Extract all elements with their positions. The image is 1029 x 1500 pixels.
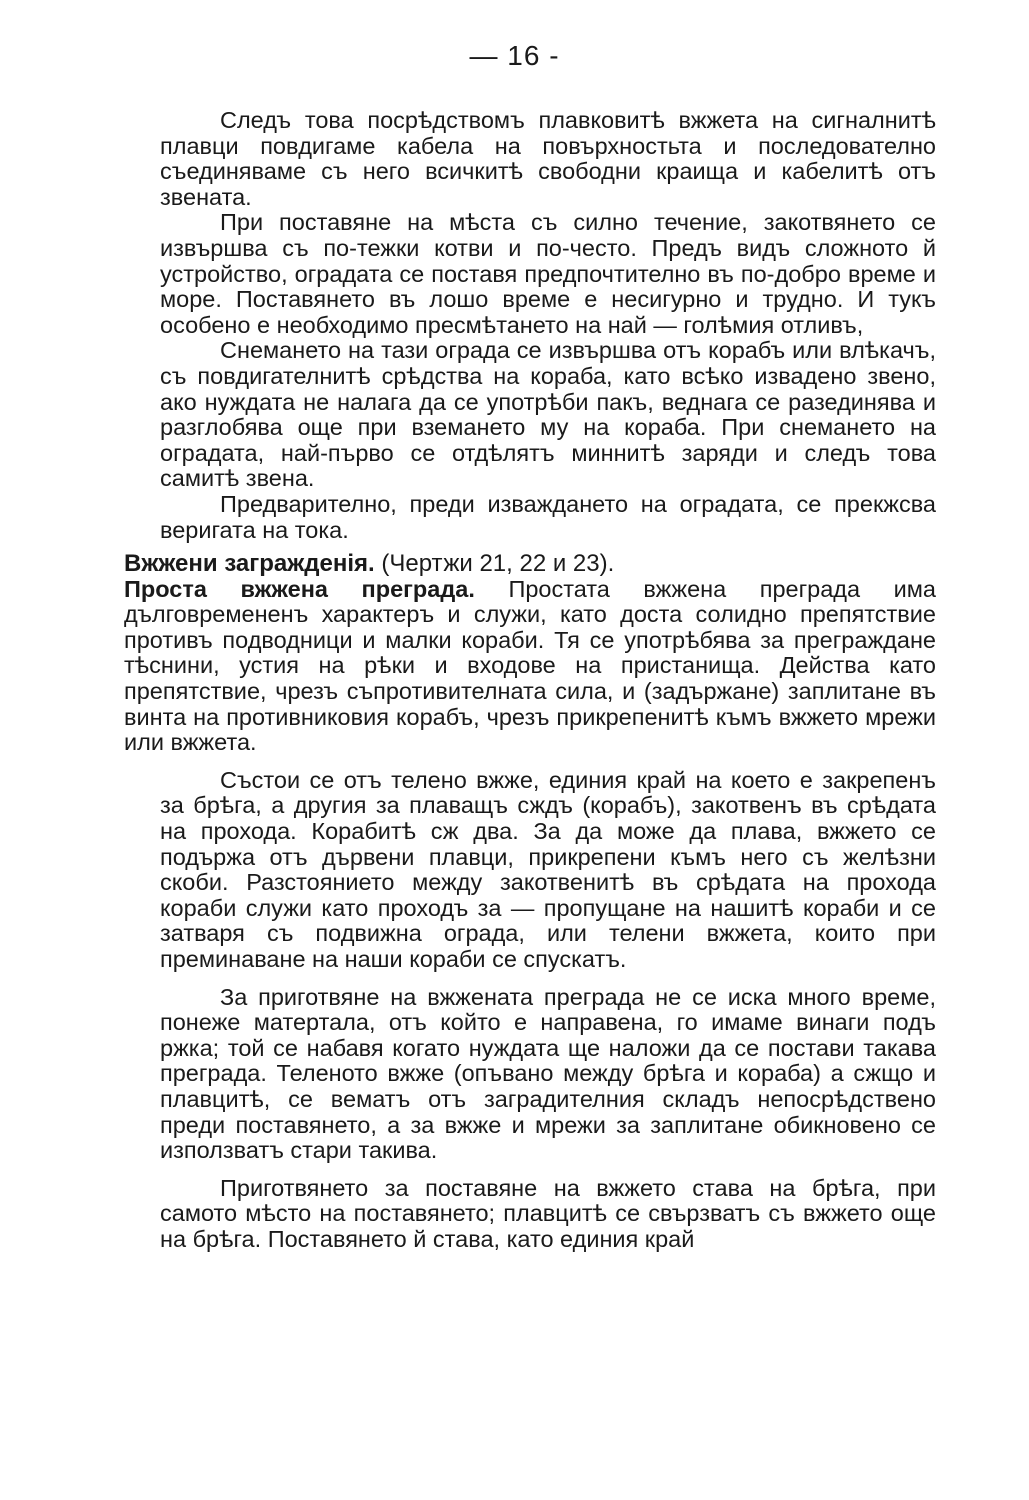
paragraph-preparation: За приготвяне на вжжената преграда не се иска много време, понеже матертала, отъ който е направена, го имаме винаги подъ ржка; той се набавя когато нуждата ще наложи да се постави такава преграда. Теленото вжже (опъвано между брѣга и кораба) а сжщо и плавцитѣ, се вематъ отъ заградителния складъ непосрѣдствено преди поставянето, а за вжже и мрежи за заплитане обикновено се използватъ стари такива. [160, 983, 936, 1164]
section-heading [124, 551, 936, 577]
text-body [124, 107, 936, 1253]
paragraph-removal: Снемането на тази ограда се извършва отъ корабъ или влѣкачъ, съ повдигателнитѣ срѣдства на кораба, като всѣко извадено звено, ако нуждата не налага да се употрѣби пакъ, веднага се разединява и разглобява още при вземането му на кораба. При снемането на оградата, най-първо се отдѣлятъ миннитѣ заряди и следъ това самитѣ звена. [160, 337, 936, 492]
subsection-text: Простата вжжена преграда има дълговремененъ характеръ и служи, като доста солидно препятствие противъ подводници и малки кораби. Тя се употрѣбява за преграждане тѣснини, устия на рѣки и входове на пристанища. Действа като препятствие, чрезъ съпротивителната сила, и (задържане) заплитане въ винта на противниковия корабъ, чрезъ прикрепенитѣ къмъ вжжето мрежи или вжжета. [124, 575, 936, 756]
paragraph-strong-current: При поставяне на мѣста съ силно течение, закотвянето се извършва съ по-тежки котви и по-често. Предъ видъ сложното й устройство, оградата се поставя предпочтително въ по-добро време и море. Поставянето въ лошо време е несигурно и трудно. И тукъ особено е необходимо пресмѣтането на най — голѣмия отливъ, [160, 209, 936, 338]
section-heading-title: Вжжени загражденія. [124, 550, 375, 578]
section-heading-reference: (Чертжи 21, 22 и 23). [374, 550, 615, 578]
paragraph-cut-circuit: Предварително, преди изваждането на оградата, се прекжсва веригата на тока. [160, 490, 936, 543]
page-number: — 16 - [469, 40, 560, 71]
paragraph-composition: Състои се отъ телено вжже, единия край на което е закрепенъ за брѣга, а другия за плаващъ сждъ (корабъ), закотвенъ въ срѣдата на прохода. Корабитѣ сж два. За да може да плава, вжжето се подържа отъ дървени плавци, прикрепени къмъ него съ желѣзни скоби. Разстоянието между закотвенитѣ въ срѣдата на прохода кораби служи като проходъ за — пропущане на нашитѣ кораби и се затваря съ подвижна ограда, или телени вжжета, които при преминаване на наши кораби се спускатъ. [160, 766, 936, 972]
paragraph-cable-connection: Следъ това посрѣдствомъ плавковитѣ вжжета на сигналнитѣ плавци повдигаме кабела на повърхностьта и последователно съединяваме съ него всичкитѣ свободни краища и кабелитѣ отъ звената. [160, 107, 936, 210]
subsection-title: Проста вжжена преграда. [124, 575, 475, 602]
paragraph-simple-barrier [124, 577, 936, 756]
paragraph-shore-setup: Приготвянето за поставяне на вжжето става на брѣга, при самото мѣсто на поставянето; плавцитѣ се свързватъ съ вжжето още на брѣга. Поставянето й става, като единия край [160, 1174, 936, 1252]
